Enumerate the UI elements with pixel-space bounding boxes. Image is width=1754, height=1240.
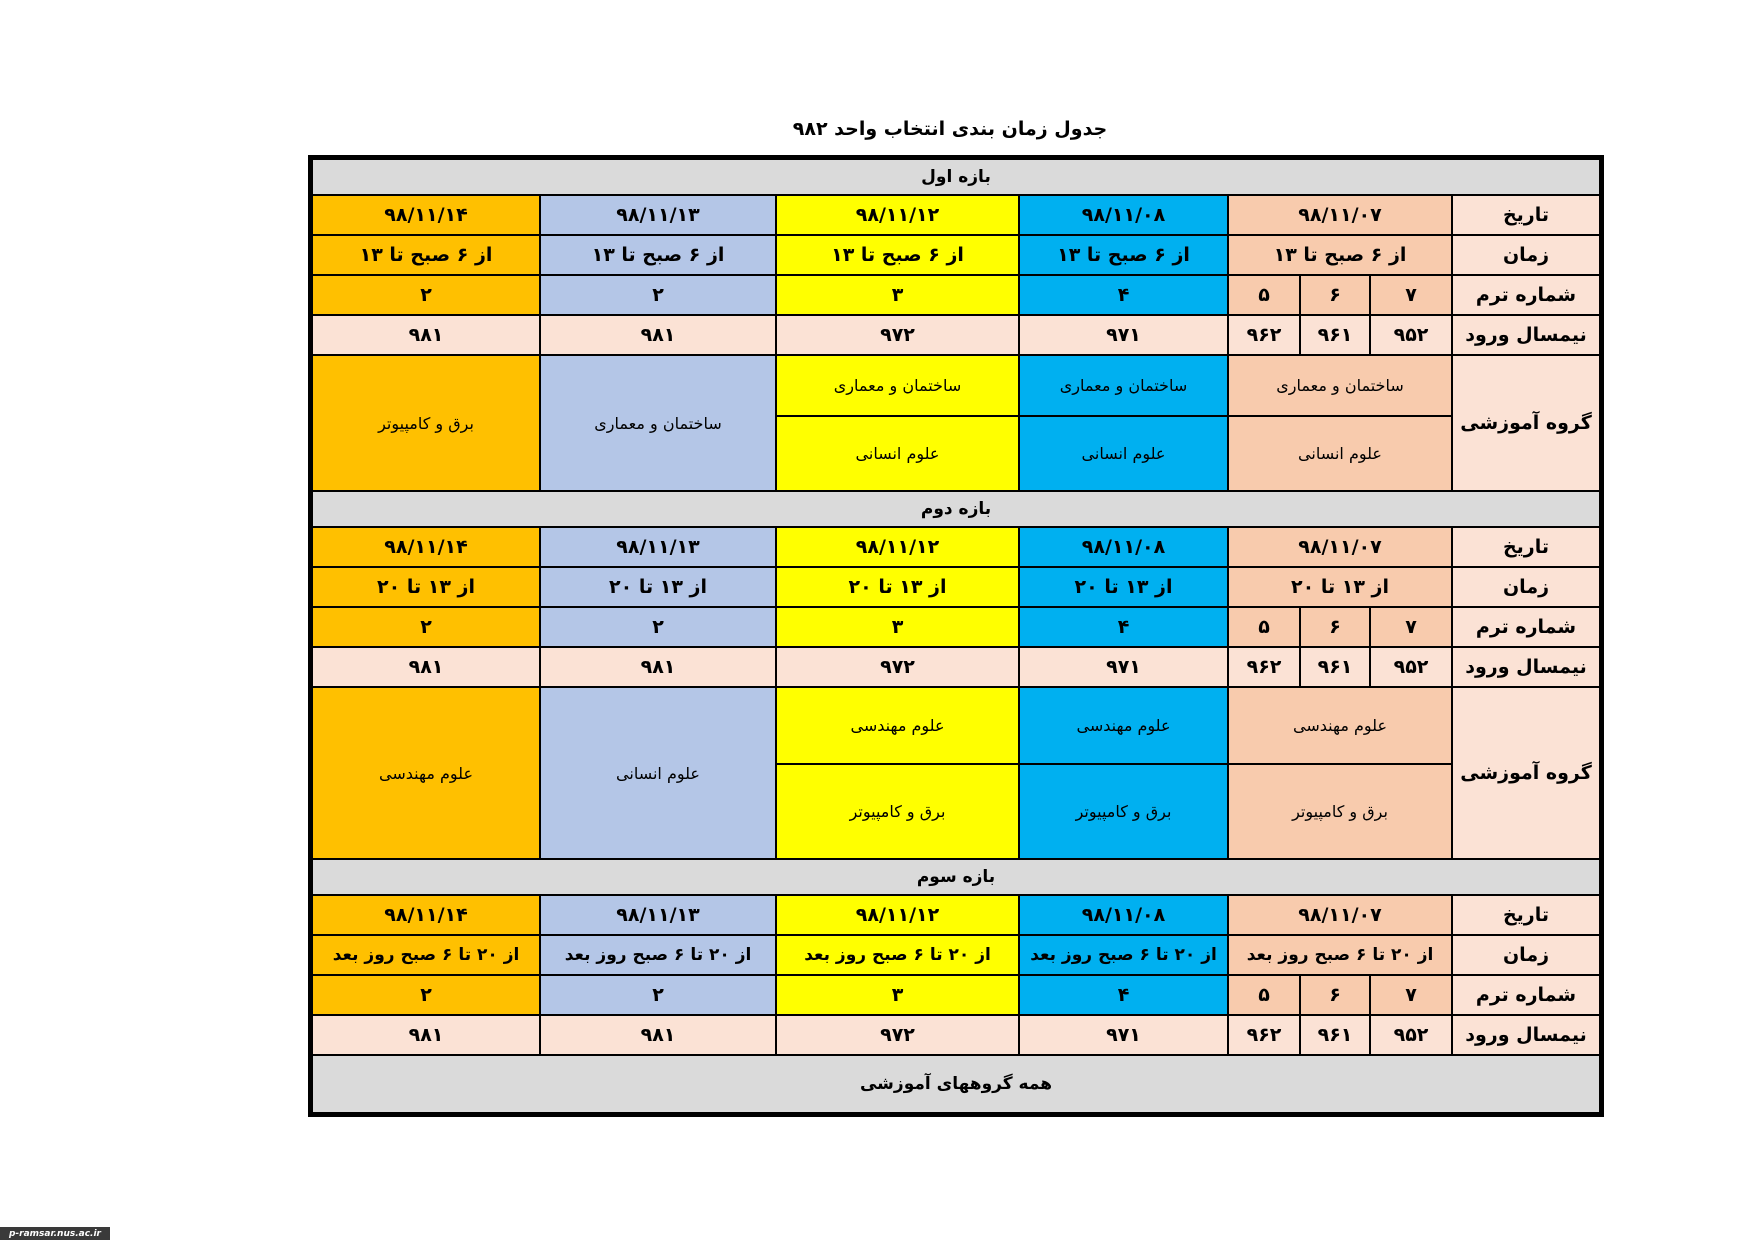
term-cell: ۷ <box>1370 275 1452 315</box>
time-cell: از ۶ صبح تا ۱۳ <box>1019 235 1228 275</box>
group-cell: ساختمان و معماری <box>1228 355 1452 416</box>
label-entry: نیمسال ورود <box>1452 1015 1600 1055</box>
date-cell: ۹۸/۱۱/۱۳ <box>540 195 776 235</box>
group-cell: ساختمان و معماری <box>776 355 1019 416</box>
page-title: جدول زمان بندی انتخاب واحد ۹۸۲ <box>792 118 1108 140</box>
group-cell: برق و کامپیوتر <box>1228 764 1452 859</box>
entry-cell: ۹۷۲ <box>776 315 1019 355</box>
entry-cell: ۹۸۱ <box>540 1015 776 1055</box>
term-cell: ۲ <box>540 607 776 647</box>
entry-cell: ۹۵۲ <box>1370 1015 1452 1055</box>
entry-cell: ۹۸۱ <box>312 1015 540 1055</box>
term-cell: ۲ <box>312 275 540 315</box>
date-cell: ۹۸/۱۱/۰۸ <box>1019 195 1228 235</box>
group-cell: علوم انسانی <box>1019 416 1228 491</box>
date-cell: ۹۸/۱۱/۰۷ <box>1228 527 1452 567</box>
label-term: شماره ترم <box>1452 975 1600 1015</box>
entry-cell: ۹۸۱ <box>312 315 540 355</box>
entry-cell: ۹۶۱ <box>1300 647 1370 687</box>
entry-cell: ۹۶۲ <box>1228 647 1300 687</box>
entry-cell: ۹۵۲ <box>1370 647 1452 687</box>
date-cell: ۹۸/۱۱/۱۲ <box>776 195 1019 235</box>
group-cell: برق و کامپیوتر <box>776 764 1019 859</box>
date-cell: ۹۸/۱۱/۱۲ <box>776 527 1019 567</box>
term-cell: ۷ <box>1370 607 1452 647</box>
time-cell: از ۶ صبح تا ۱۳ <box>776 235 1019 275</box>
time-cell: از ۱۳ تا ۲۰ <box>1228 567 1452 607</box>
label-time: زمان <box>1452 935 1600 975</box>
term-cell: ۳ <box>776 275 1019 315</box>
entry-cell: ۹۸۱ <box>540 315 776 355</box>
site-badge[interactable]: p-ramsar.nus.ac.ir <box>0 1227 110 1240</box>
entry-cell: ۹۸۱ <box>312 647 540 687</box>
entry-cell: ۹۷۲ <box>776 647 1019 687</box>
entry-cell: ۹۶۲ <box>1228 315 1300 355</box>
group-cell: علوم انسانی <box>1228 416 1452 491</box>
date-cell: ۹۸/۱۱/۱۳ <box>540 895 776 935</box>
label-date: تاریخ <box>1452 527 1600 567</box>
term-cell: ۲ <box>312 975 540 1015</box>
term-cell: ۷ <box>1370 975 1452 1015</box>
date-cell: ۹۸/۱۱/۱۴ <box>312 895 540 935</box>
term-cell: ۳ <box>776 975 1019 1015</box>
time-cell: از ۲۰ تا ۶ صبح روز بعد <box>1228 935 1452 975</box>
date-cell: ۹۸/۱۱/۰۸ <box>1019 895 1228 935</box>
entry-cell: ۹۵۲ <box>1370 315 1452 355</box>
group-cell: علوم مهندسی <box>776 687 1019 764</box>
date-cell: ۹۸/۱۱/۰۷ <box>1228 195 1452 235</box>
date-cell: ۹۸/۱۱/۱۳ <box>540 527 776 567</box>
time-cell: از ۱۳ تا ۲۰ <box>540 567 776 607</box>
term-cell: ۵ <box>1228 975 1300 1015</box>
label-date: تاریخ <box>1452 195 1600 235</box>
label-group: گروه آموزشی <box>1452 355 1600 491</box>
entry-cell: ۹۸۱ <box>540 647 776 687</box>
group-cell: برق و کامپیوتر <box>1019 764 1228 859</box>
group-cell: برق و کامپیوتر <box>312 355 540 491</box>
time-cell: از ۱۳ تا ۲۰ <box>312 567 540 607</box>
group-cell: علوم مهندسی <box>312 687 540 859</box>
term-cell: ۶ <box>1300 607 1370 647</box>
label-term: شماره ترم <box>1452 275 1600 315</box>
entry-cell: ۹۷۱ <box>1019 315 1228 355</box>
time-cell: از ۲۰ تا ۶ صبح روز بعد <box>540 935 776 975</box>
label-group: گروه آموزشی <box>1452 687 1600 859</box>
entry-cell: ۹۷۱ <box>1019 647 1228 687</box>
term-cell: ۴ <box>1019 975 1228 1015</box>
date-cell: ۹۸/۱۱/۰۷ <box>1228 895 1452 935</box>
time-cell: از ۶ صبح تا ۱۳ <box>312 235 540 275</box>
time-cell: از ۱۳ تا ۲۰ <box>1019 567 1228 607</box>
period-header: بازه اول <box>312 159 1600 195</box>
label-time: زمان <box>1452 235 1600 275</box>
schedule-table <box>308 155 1604 1117</box>
period-header: بازه سوم <box>312 859 1600 895</box>
time-cell: از ۱۳ تا ۲۰ <box>776 567 1019 607</box>
term-cell: ۲ <box>540 275 776 315</box>
date-cell: ۹۸/۱۱/۱۲ <box>776 895 1019 935</box>
group-cell: علوم انسانی <box>776 416 1019 491</box>
term-cell: ۲ <box>312 607 540 647</box>
time-cell: از ۲۰ تا ۶ صبح روز بعد <box>312 935 540 975</box>
group-cell: علوم مهندسی <box>1228 687 1452 764</box>
term-cell: ۶ <box>1300 975 1370 1015</box>
label-entry: نیمسال ورود <box>1452 315 1600 355</box>
all-groups-row: همه گروههای آموزشی <box>312 1055 1600 1113</box>
period-header: بازه دوم <box>312 491 1600 527</box>
date-cell: ۹۸/۱۱/۱۴ <box>312 195 540 235</box>
entry-cell: ۹۶۱ <box>1300 315 1370 355</box>
date-cell: ۹۸/۱۱/۰۸ <box>1019 527 1228 567</box>
entry-cell: ۹۶۱ <box>1300 1015 1370 1055</box>
group-cell: ساختمان و معماری <box>540 355 776 491</box>
label-entry: نیمسال ورود <box>1452 647 1600 687</box>
label-term: شماره ترم <box>1452 607 1600 647</box>
term-cell: ۳ <box>776 607 1019 647</box>
time-cell: از ۶ صبح تا ۱۳ <box>540 235 776 275</box>
term-cell: ۵ <box>1228 607 1300 647</box>
group-cell: علوم مهندسی <box>1019 687 1228 764</box>
group-cell: علوم انسانی <box>540 687 776 859</box>
term-cell: ۴ <box>1019 607 1228 647</box>
entry-cell: ۹۷۲ <box>776 1015 1019 1055</box>
label-time: زمان <box>1452 567 1600 607</box>
entry-cell: ۹۷۱ <box>1019 1015 1228 1055</box>
term-cell: ۶ <box>1300 275 1370 315</box>
term-cell: ۴ <box>1019 275 1228 315</box>
time-cell: از ۲۰ تا ۶ صبح روز بعد <box>776 935 1019 975</box>
term-cell: ۲ <box>540 975 776 1015</box>
label-date: تاریخ <box>1452 895 1600 935</box>
time-cell: از ۶ صبح تا ۱۳ <box>1228 235 1452 275</box>
date-cell: ۹۸/۱۱/۱۴ <box>312 527 540 567</box>
group-cell: ساختمان و معماری <box>1019 355 1228 416</box>
term-cell: ۵ <box>1228 275 1300 315</box>
time-cell: از ۲۰ تا ۶ صبح روز بعد <box>1019 935 1228 975</box>
entry-cell: ۹۶۲ <box>1228 1015 1300 1055</box>
